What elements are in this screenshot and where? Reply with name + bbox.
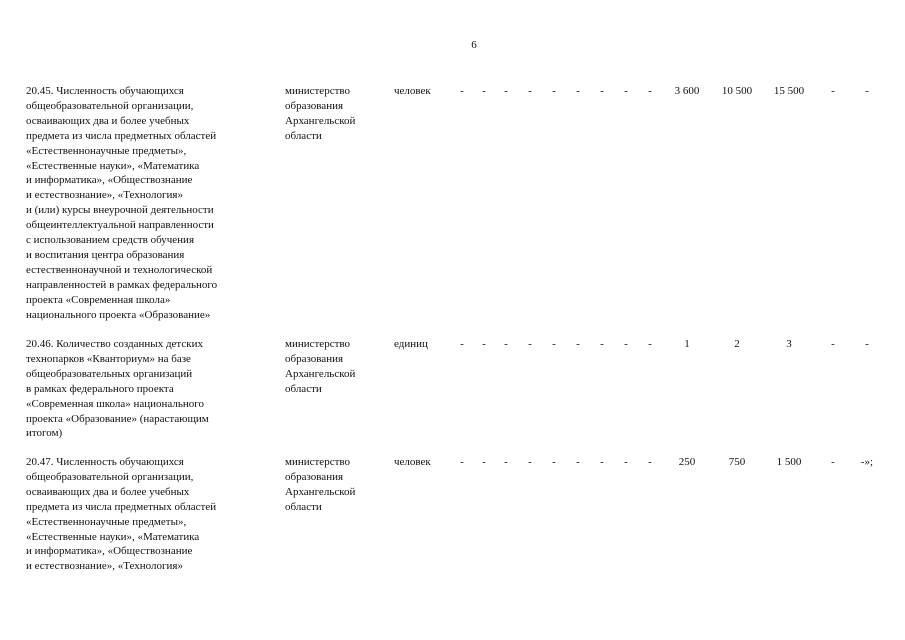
value-cell: - xyxy=(576,85,580,97)
value-cell: - xyxy=(624,85,628,97)
indicator-text: 20.45. Численность обучающихся общеобразовательной организации, осваивающих два и более учебных предмета из числа предметных областей «Естественнонаучные предметы», «Естественные науки», «Математика и информатика», «Обществознание и естествознание», «Технология» и (или) курсы внеурочной деятельности общеинтеллектуальной направленности с использованием средств обучения и воспитания центра образования естественнонаучной и технологической направленностей в рамках федерального проекта «Современная школа» национального проекта «Образование» xyxy=(26,85,218,321)
value-cell: - xyxy=(482,85,486,97)
value-cell: 1 xyxy=(684,338,690,350)
value-cell: - xyxy=(528,85,532,97)
value-cell: - xyxy=(576,456,580,468)
value-cell: - xyxy=(460,456,464,468)
value-cell: 3 600 xyxy=(674,85,700,97)
page-number: 6 xyxy=(471,39,477,51)
value-cell: - xyxy=(528,456,532,468)
value-cell: - xyxy=(600,85,604,97)
value-cell: 750 xyxy=(728,456,746,468)
value-cell: - xyxy=(865,85,869,97)
value-cell: - xyxy=(576,338,580,350)
value-cell: - xyxy=(552,456,556,468)
measure-unit: единиц xyxy=(394,338,428,350)
value-cell: - xyxy=(460,85,464,97)
value-cell: - xyxy=(831,85,835,97)
value-cell: - xyxy=(831,456,835,468)
value-cell: - xyxy=(504,338,508,350)
value-cell: - xyxy=(600,456,604,468)
value-cell: 3 xyxy=(786,338,792,350)
value-cell: -»; xyxy=(860,456,874,468)
value-cell: - xyxy=(528,338,532,350)
indicator-text: 20.47. Численность обучающихся общеобразовательной организации, осваивающих два и более учебных предмета из числа предметных областей «Естественнонаучные предметы», «Естественные науки», «Математика и информатика», «Обществознание и естествознание», «Технология» xyxy=(26,456,217,573)
indicator-text: 20.46. Количество созданных детских технопарков «Кванториум» на базе общеобразовательных организаций в рамках федерального проекта «Современная школа» национального проекта «Образование» (нарастающим итогом) xyxy=(26,338,209,440)
value-cell: 10 500 xyxy=(721,85,753,97)
value-cell: - xyxy=(831,338,835,350)
value-cell: - xyxy=(624,456,628,468)
responsible-ministry: министерство образования Архангельской области xyxy=(285,456,356,513)
measure-unit: человек xyxy=(394,456,431,468)
value-cell: 250 xyxy=(678,456,696,468)
value-cell: - xyxy=(648,456,652,468)
value-cell: 2 xyxy=(734,338,740,350)
measure-unit: человек xyxy=(394,85,431,97)
value-cell: - xyxy=(552,85,556,97)
value-cell: - xyxy=(504,85,508,97)
responsible-ministry: министерство образования Архангельской области xyxy=(285,85,356,142)
value-cell: - xyxy=(648,338,652,350)
value-cell: 15 500 xyxy=(773,85,805,97)
value-cell: - xyxy=(482,338,486,350)
responsible-ministry: министерство образования Архангельской области xyxy=(285,338,356,395)
value-cell: 1 500 xyxy=(776,456,802,468)
value-cell: - xyxy=(482,456,486,468)
value-cell: - xyxy=(648,85,652,97)
value-cell: - xyxy=(460,338,464,350)
value-cell: - xyxy=(865,338,869,350)
value-cell: - xyxy=(624,338,628,350)
value-cell: - xyxy=(600,338,604,350)
value-cell: - xyxy=(504,456,508,468)
value-cell: - xyxy=(552,338,556,350)
